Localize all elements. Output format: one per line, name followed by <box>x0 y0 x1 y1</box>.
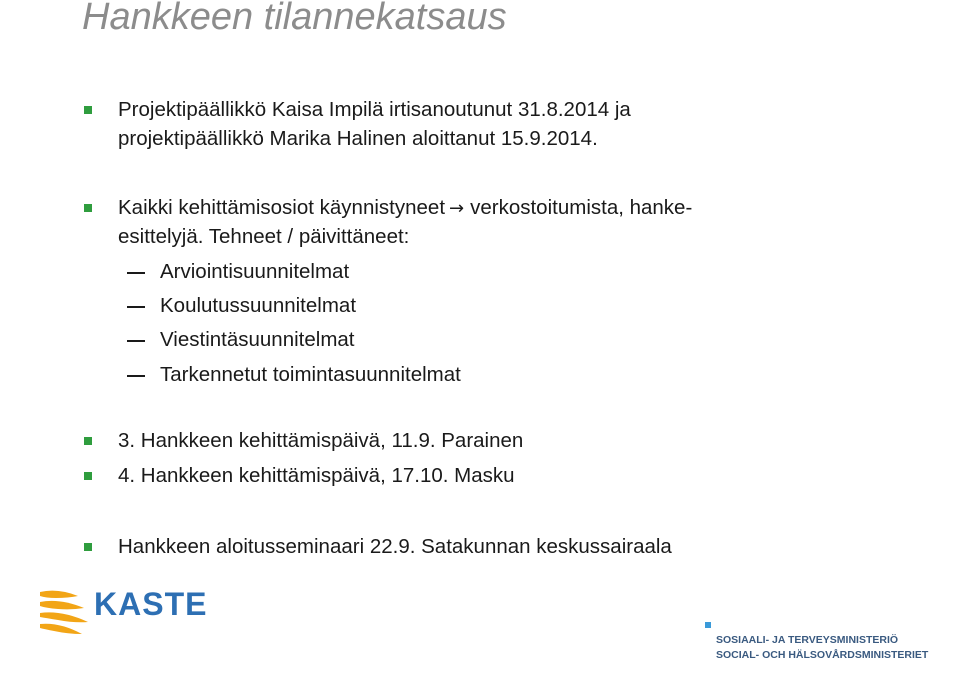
kaste-logo-text: KASTE <box>94 586 208 622</box>
bullet-2-text-b: verkostoitumista, hanke- <box>470 196 693 219</box>
ministry-name-fi: SOSIAALI- JA TERVEYSMINISTERIÖ <box>716 634 899 646</box>
bullet-3: 3. Hankkeen kehittämispäivä, 11.9. Parainen <box>118 429 524 452</box>
bullet-1-line-1: Projektipäällikkö Kaisa Impilä irtisanoutunut 31.8.2014 ja <box>118 98 631 121</box>
bullet-icon <box>84 106 92 114</box>
bullet-icon <box>84 437 92 445</box>
bullet-icon <box>84 472 92 480</box>
right-arrow-icon: → <box>449 198 465 219</box>
bullet-2-line-2: esittelyjä. Tehneet / päivittäneet: <box>118 225 410 248</box>
slide-title: Hankkeen tilannekatsaus <box>82 0 507 38</box>
bullet-2-text-a: Kaikki kehittämisosiot käynnistyneet <box>118 196 446 219</box>
ministry-name-sv: SOCIAL- OCH HÄLSOVÅRDSMINISTERIET <box>716 649 929 661</box>
subitem: Arviointisuunnitelmat <box>160 260 350 283</box>
ministry-square-icon <box>705 622 713 630</box>
bullet-icon <box>84 204 92 212</box>
dash-icon <box>127 375 145 377</box>
bullet-2-line-1 <box>118 196 692 221</box>
bullet-4: 4. Hankkeen kehittämispäivä, 17.10. Masku <box>118 464 515 487</box>
dash-icon <box>127 340 145 342</box>
dash-icon <box>127 306 145 308</box>
bullet-5: Hankkeen aloitusseminaari 22.9. Satakunnan keskussairaala <box>118 535 672 558</box>
dash-icon <box>127 272 145 274</box>
kaste-sun-icon <box>38 586 92 638</box>
subitem: Tarkennetut toimintasuunnitelmat <box>160 363 461 386</box>
bullet-icon <box>84 543 92 551</box>
bullet-1-line-2: projektipäällikkö Marika Halinen aloittanut 15.9.2014. <box>118 127 598 150</box>
subitem: Viestintäsuunnitelmat <box>160 328 355 351</box>
subitem: Koulutussuunnitelmat <box>160 294 357 317</box>
